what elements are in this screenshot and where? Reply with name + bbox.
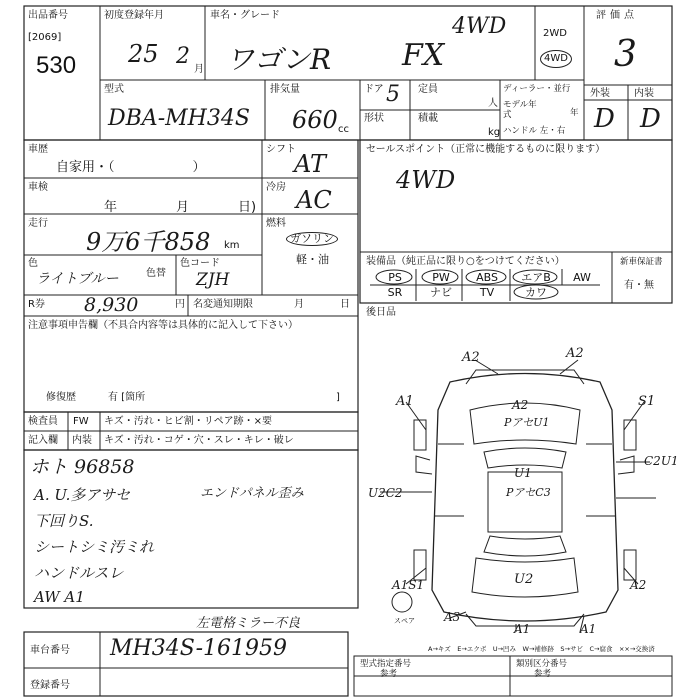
load-label: 積載 [418,113,438,124]
warranty-value: 有・無 [624,280,654,291]
note-line-2: A. U.多アサセ [34,486,131,504]
diagram-label-u2: U2 [514,572,534,587]
chassis-value: MH34S-161959 [110,636,287,661]
equip-tv: TV [479,286,495,299]
lot-sub: [2069] [28,32,62,43]
checklist-row2-items: キズ・汚れ・コゲ・穴・スレ・キレ・破レ [104,435,294,446]
fuel-diesel: 軽・油 [296,253,329,266]
usage-label: 車歴 [28,144,48,155]
mileage-value: 9万6千858 [86,228,211,256]
exterior-label: 外装 [590,88,610,99]
recycle-value: 8,930 [84,294,139,316]
post-label: 後日品 [366,307,396,318]
inspection-label: 車検 [28,182,48,193]
lot-number: 530 [36,52,77,79]
equip-sr: SR [387,286,403,299]
registration-label: 登録番号 [30,680,70,691]
equip-airbag: エアB [521,271,551,284]
entry-label: 記入欄 [28,435,58,446]
diagram-label-a2-rear: A2 [630,578,647,592]
seller-label-3: 類別区分番号 [516,659,568,669]
model: DBA-MH34S [108,106,250,131]
displacement-unit: cc [338,124,349,135]
equip-navi: ナビ [430,286,452,299]
capacity-unit: 人 [488,98,498,109]
grade: FX [402,38,445,73]
note-line-1: ホト 96858 [30,456,135,478]
diagram-label-roof: PアセC3 [506,486,551,499]
fuel-gasoline: ガソリン [286,232,338,246]
note-line-6: AW A1 [34,588,85,606]
year-unit: 年 [570,108,579,118]
repair-value: 有 [箇所 [108,392,146,403]
score-label: 評価点 [596,10,638,21]
checklist-row1-items: キズ・汚れ・ヒビ割・リペア跡・×要 [104,416,272,427]
diagram-label-a3: A3 [444,610,461,624]
chassis-label: 車台番号 [30,645,70,656]
lot-label: 出品番号 [28,10,68,21]
load-unit: kg [488,127,501,138]
diagram-label-a2-left: A2 [462,350,480,365]
sales-point-value: 4WD [396,166,456,194]
declaration-label: 注意事項申告欄（不具合内容等は具体的に記入して下さい） [28,320,298,331]
drive-handwritten: 4WD [452,14,507,39]
color-replace-label: 色替 [146,268,166,279]
repair-close: ] [336,392,340,403]
name-change-month: 月 [294,299,304,310]
diagram-label-c2u1: C2U1 [644,454,679,468]
fuel-label: 燃料 [266,218,286,229]
interior-label: 内装 [634,88,654,99]
first-reg-label: 初度登録年月 [104,10,164,21]
ac-label: 冷房 [266,182,286,193]
panel-note: エンドパネル歪み [200,486,304,501]
name-change-label: 名変通知期限 [193,299,253,310]
drive-opt-2wd: 2WD [543,28,567,39]
checklist-row1-head: FW [73,416,89,427]
diagram-label-a1-rear: A1 [514,622,531,636]
inspector-label: 検査員 [28,416,58,427]
displacement-label: 排気量 [270,84,300,95]
mileage-label: 走行 [28,218,48,229]
diagram-legend: A→キズ E→エクボ U→凹み W→補修跡 S→サビ C→腐食 ××→交換済 [428,645,655,653]
color-label: 色 [28,258,38,269]
equipment-label: 装備品（純正品に限り○をつけてください） [366,256,565,267]
shape-label: 形状 [364,113,384,124]
inspection-month-unit: 月 [176,200,190,215]
usage-value: 自家用・（ ） [56,160,206,175]
displacement: 660 [292,106,338,134]
name-label: 車名・グレード [210,10,280,21]
shift-value: AT [294,150,327,178]
color-code: ZJH [196,270,230,290]
door-label: ドア [364,84,384,95]
equip-aw: AW [573,271,591,284]
diagram-label-a1: A1 [396,394,414,409]
handle-label: ハンドル 左・右 [503,126,566,136]
equipment-circles [370,269,610,303]
diagram-label-a1s1: A1S1 [392,578,425,592]
first-reg-month: 2 [176,44,190,69]
capacity-label: 定員 [418,84,438,95]
first-reg-month-unit: 月 [194,64,204,75]
dealer-label: ディーラー・並行 [503,84,571,94]
color-value: ライトブルー [36,271,119,287]
diagram-label-a1-rear-right: A1 [580,622,597,636]
seller-label-4: 参考 [534,669,552,679]
warranty-label: 新車保証書 [620,257,663,267]
model-label: 型式 [104,84,124,95]
ac-value: AC [296,186,332,214]
equip-leather: カワ [525,286,547,299]
mileage-unit: km [224,240,240,251]
inspection-day-unit: 日) [238,200,257,215]
note-line-4: シートシミ汚ミれ [34,538,155,556]
seller-label-1: 型式指定番号 [360,659,412,669]
shift-label: シフト [266,144,296,155]
diagram-label-hood-ppase: PアセU1 [504,416,550,429]
color-code-label: 色コード [180,258,220,269]
equip-abs: ABS [476,271,498,284]
first-reg-year: 25 [128,40,159,68]
diagram-label-a2-right: A2 [566,346,584,361]
exterior-grade: D [594,104,615,134]
diagram-label-hood: A2 [512,398,529,412]
diagram-label-u2c2: U2C2 [368,486,403,500]
checklist-row2-head: 内装 [72,435,92,446]
recycle-label: R券 [28,299,45,310]
note-line-5: ハンドルスレ [34,564,124,582]
inspection-year-unit: 年 [104,200,118,215]
score: 3 [614,34,637,75]
spare-label: スペア [394,617,415,625]
diagram-label-s1: S1 [638,394,656,409]
equip-ps: PS [388,271,402,284]
name-change-day: 日 [340,299,350,310]
sales-point-label: セールスポイント（正常に機能するものに限ります） [366,144,606,155]
seller-label-2: 参考 [380,669,398,679]
drive-opt-4wd: 4WD [540,50,572,68]
recycle-unit: 円 [175,299,185,310]
diagram-label-roof-u1: U1 [514,466,532,480]
equip-pw: PW [432,271,450,284]
model-year-label: モデル年式 [503,100,537,120]
repair-label: 修復歴 [46,392,76,403]
interior-grade: D [640,104,661,134]
note-line-3: 下回りS. [34,512,94,530]
door: 5 [386,82,400,107]
car-name: ワゴンR [226,43,332,76]
note-line-7: 左電格ミラー不良 [196,616,301,631]
